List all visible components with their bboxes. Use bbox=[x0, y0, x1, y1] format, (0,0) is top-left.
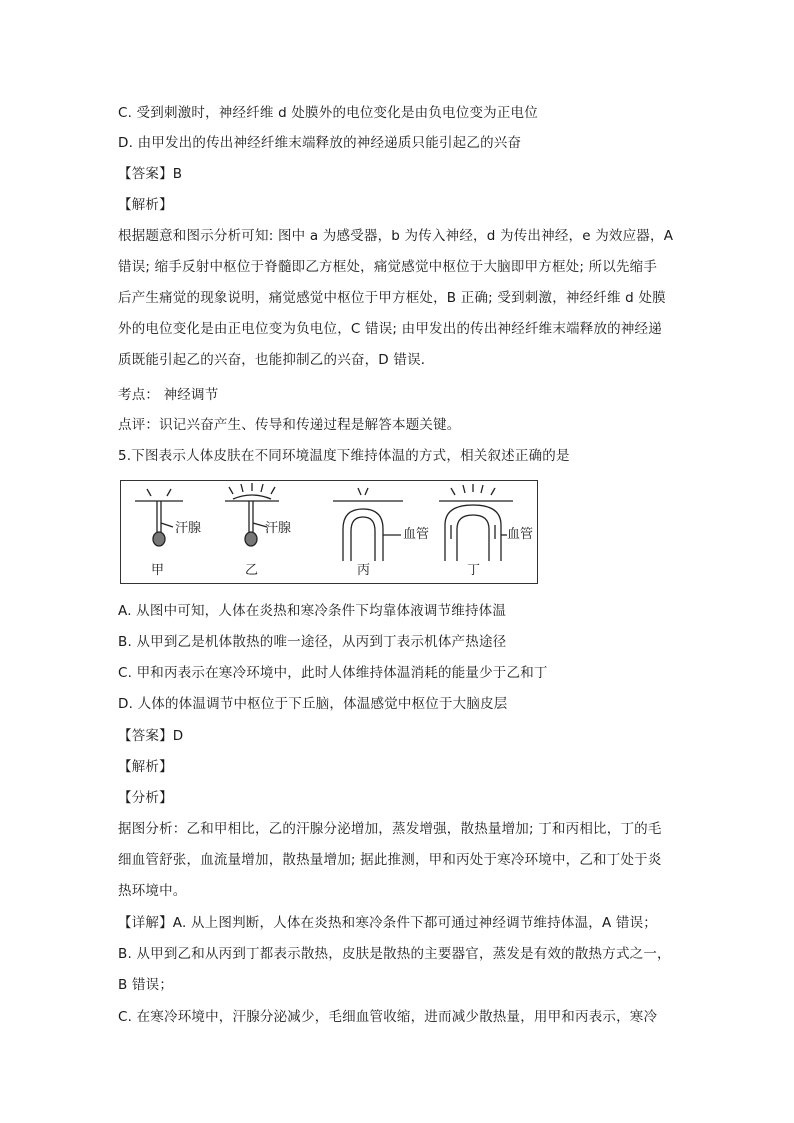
fenxi-text: 据图分析：乙和甲相比，乙的汗腺分泌增加，蒸发增强，散热量增加; 丁和丙相比，丁的毛 bbox=[118, 821, 662, 837]
analysis-heading-q5: 【解析】 bbox=[118, 759, 173, 775]
fenxi-text: 细血管舒张，血流量增加，散热量增加; 据此推测，甲和丙处于寒冷环境中，乙和丁处于炎 bbox=[118, 852, 662, 868]
topic-line: 考点： 神经调节 bbox=[118, 387, 219, 403]
skin-temperature-figure bbox=[120, 480, 538, 584]
sweat-gland-label: 汗腺 bbox=[265, 521, 292, 536]
comment-line: 点评：识记兴奋产生、传导和传递过程是解答本题关键。 bbox=[118, 417, 461, 433]
option-d-q4: D. 由甲发出的传出神经纤维末端释放的神经递质只能引起乙的兴奋 bbox=[118, 135, 522, 151]
vessel-label: 血管 bbox=[507, 527, 534, 542]
vessel-label: 血管 bbox=[403, 527, 430, 542]
option-a-q5: A. 从图中可知，人体在炎热和寒冷条件下均靠体液调节维持体温 bbox=[118, 603, 507, 619]
option-b-q5: B. 从甲到乙是机体散热的唯一途径，从丙到丁表示机体产热途径 bbox=[118, 634, 507, 650]
detail-text: B. 从甲到乙和从丙到丁都表示散热，皮肤是散热的主要器官，蒸发是有效的散热方式之一， bbox=[118, 946, 671, 962]
analysis-text: 后产生痛觉的现象说明，痛觉感觉中枢位于甲方框处，B 正确; 受到刺激，神经纤维 d 处膜 bbox=[118, 290, 666, 306]
fenxi-heading: 【分析】 bbox=[118, 790, 173, 806]
fenxi-text: 热环境中。 bbox=[118, 883, 187, 899]
answer-q4: 【答案】B bbox=[118, 166, 183, 182]
analysis-text: 错误; 缩手反射中枢位于脊髓即乙方框处，痛觉感觉中枢位于大脑即甲方框处; 所以先缩手 bbox=[118, 259, 658, 275]
detail-text: B 错误； bbox=[118, 977, 174, 993]
panel-label-yi: 乙 bbox=[245, 563, 259, 578]
option-d-q5: D. 人体的体温调节中枢位于下丘脑，体温感觉中枢位于大脑皮层 bbox=[118, 696, 508, 712]
analysis-heading-q4: 【解析】 bbox=[118, 197, 173, 213]
panel-label-jia: 甲 bbox=[151, 563, 165, 578]
analysis-text: 根据题意和图示分析可知: 图中 a 为感受器，b 为传入神经，d 为传出神经，e 为效应器，A bbox=[118, 228, 674, 244]
analysis-text: 外的电位变化是由正电位变为负电位，C 错误; 由甲发出的传出神经纤维末端释放的神经递 bbox=[118, 321, 662, 337]
detail-text: C. 在寒冷环境中，汗腺分泌减少，毛细血管收缩，进而减少散热量，用甲和丙表示，寒冷 bbox=[118, 1009, 658, 1025]
sweat-gland-label: 汗腺 bbox=[175, 521, 202, 536]
option-c-q4: C. 受到刺激时，神经纤维 d 处膜外的电位变化是由负电位变为正电位 bbox=[118, 105, 538, 121]
answer-q5: 【答案】D bbox=[118, 728, 184, 744]
analysis-text: 质既能引起乙的兴奋，也能抑制乙的兴奋，D 错误． bbox=[118, 352, 435, 368]
question-5-stem: 5.下图表示人体皮肤在不同环境温度下维持体温的方式，相关叙述正确的是 bbox=[118, 448, 570, 464]
detail-text: 【详解】A. 从上图判断，人体在炎热和寒冷条件下都可通过神经调节维持体温，A 错误； bbox=[118, 915, 658, 931]
panel-label-ding: 丁 bbox=[467, 563, 481, 578]
option-c-q5: C. 甲和丙表示在寒冷环境中，此时人体维持体温消耗的能量少于乙和丁 bbox=[118, 665, 548, 681]
panel-label-bing: 丙 bbox=[357, 563, 371, 578]
